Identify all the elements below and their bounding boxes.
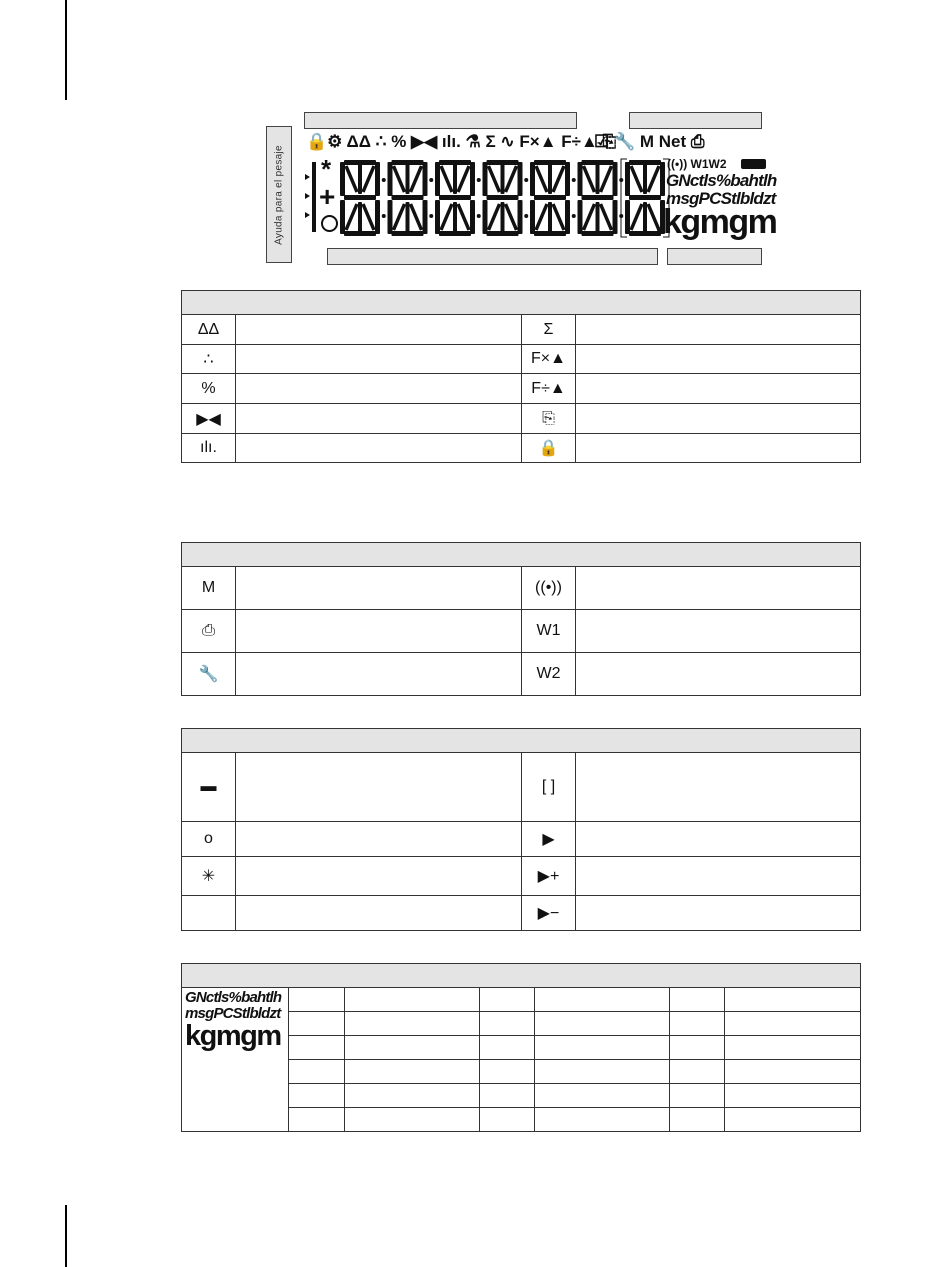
description-cell (236, 653, 522, 696)
factor-divide-icon: F÷▲ (522, 374, 576, 404)
circle-icon: o (182, 822, 236, 857)
top-margin-line (65, 0, 67, 100)
unit-cell (289, 1084, 345, 1108)
unit-cell (725, 1084, 861, 1108)
unit-cell (725, 1108, 861, 1132)
table-header (182, 543, 861, 567)
lcd-separator-dot (477, 214, 481, 218)
unit-cell (535, 1108, 670, 1132)
units-line-2: msgPCStlbldzt (185, 1004, 281, 1022)
table-header (182, 729, 861, 753)
unit-cell (670, 1060, 725, 1084)
description-cell (236, 753, 522, 822)
table-row (182, 374, 861, 404)
unit-cell (345, 988, 480, 1012)
lcd-separator-dot (572, 178, 576, 182)
application-icons-row: 🔒⚙ ΔΔ ∴ % ▶◀ ılı. ⚗ Σ ∿ F×▲ F÷▲ ⎘ (306, 132, 617, 151)
statistics-icon: ılı. (182, 434, 236, 463)
unit-cell (480, 1084, 535, 1108)
table-row (182, 988, 861, 1012)
battery-icon (741, 159, 766, 169)
description-cell (236, 434, 522, 463)
description-cell (236, 857, 522, 896)
segment-display (340, 158, 670, 238)
table-row (182, 653, 861, 696)
description-cell (576, 857, 861, 896)
units-line-1: GNctls%bahtlh (666, 171, 777, 190)
bracket-icon: [ ] (522, 753, 576, 822)
description-cell (576, 374, 861, 404)
unit-cell (345, 1060, 480, 1084)
unit-cell (289, 1036, 345, 1060)
lcd-digit (435, 160, 475, 236)
empty-icon (182, 896, 236, 931)
bottom-label-bar-left (327, 248, 658, 265)
unit-cell (480, 988, 535, 1012)
lcd-separator-dot (524, 214, 528, 218)
table-weighing-assist (181, 728, 861, 931)
unit-cell (345, 1012, 480, 1036)
lcd-separator-dot (429, 178, 433, 182)
unit-cell (480, 1108, 535, 1132)
unit-cell (289, 1012, 345, 1036)
description-cell (236, 896, 522, 931)
table-status-icons (181, 542, 861, 696)
lcd-separator-dot (382, 214, 386, 218)
units-line-1: GNctls%bahtlh (185, 989, 282, 1006)
unit-cell (289, 988, 345, 1012)
unit-cell (535, 1036, 670, 1060)
unit-cell (480, 1060, 535, 1084)
table-row (182, 345, 861, 374)
status-icons-row: ☑ 🔧 M Net ⎙ (594, 132, 705, 151)
lcd-separator-dot (572, 214, 576, 218)
lcd-digit (388, 160, 428, 236)
hold-icon: ⎘ (522, 404, 576, 434)
balance-icon: ΔΔ (182, 315, 236, 345)
units-line-3: kgmgm (185, 1019, 281, 1052)
description-cell (236, 374, 522, 404)
weighing-assist-bar (305, 160, 319, 234)
unit-cell (535, 1084, 670, 1108)
description-cell (236, 567, 522, 610)
lock-icon: 🔒 (522, 434, 576, 463)
unit-cell (725, 1012, 861, 1036)
table-header (182, 291, 861, 315)
wrench-icon: 🔧 (182, 653, 236, 696)
unit-cell (725, 988, 861, 1012)
unit-cell (670, 1084, 725, 1108)
lcd-separator-dot (477, 178, 481, 182)
description-cell (576, 653, 861, 696)
lcd-separator-dot (524, 178, 528, 182)
description-cell (236, 822, 522, 857)
units-line-3: .kgmgm (655, 203, 777, 241)
description-cell (576, 345, 861, 374)
description-cell (236, 404, 522, 434)
unit-cell (670, 1108, 725, 1132)
description-cell (576, 896, 861, 931)
sigma-icon: Σ (522, 315, 576, 345)
description-cell (236, 315, 522, 345)
description-cell (576, 822, 861, 857)
weight-adjust-icon: ⎙ (182, 610, 236, 653)
table-row (182, 822, 861, 857)
table-row (182, 896, 861, 931)
unit-cell (535, 988, 670, 1012)
unit-cell (289, 1108, 345, 1132)
circle-icon (321, 215, 338, 232)
description-cell (576, 610, 861, 653)
arrow-minus-icon: ▶− (522, 896, 576, 931)
table-row (182, 753, 861, 822)
description-cell (236, 610, 522, 653)
table-row (182, 434, 861, 463)
table-units (181, 963, 861, 1132)
piece-count-icon: ∴ (182, 345, 236, 374)
unit-cell (725, 1060, 861, 1084)
arrow-plus-icon: ▶+ (522, 857, 576, 896)
description-cell (576, 404, 861, 434)
units-symbol-cell (182, 988, 289, 1132)
table-row (182, 857, 861, 896)
lcd-digit (483, 160, 523, 236)
lcd-digit (530, 160, 570, 236)
bottom-label-bar-right (667, 248, 762, 265)
unit-cell (670, 1036, 725, 1060)
asterisk-icon: ✳ (182, 857, 236, 896)
description-cell (576, 753, 861, 822)
lcd-digit (578, 160, 618, 236)
table-row (182, 610, 861, 653)
description-cell (576, 315, 861, 345)
lcd-digit (340, 160, 380, 236)
table-row (182, 404, 861, 434)
w1-icon: W1 (522, 610, 576, 653)
plus-icon: + (319, 181, 336, 212)
lcd-separator-dot (382, 178, 386, 182)
unit-cell (345, 1084, 480, 1108)
lcd-separator-dot (429, 214, 433, 218)
unit-cell (670, 1012, 725, 1036)
bottom-margin-line (65, 1205, 67, 1267)
memory-icon: M (182, 567, 236, 610)
unit-cell (725, 1036, 861, 1060)
arrow-right-icon: ▶ (522, 822, 576, 857)
percent-icon: % (182, 374, 236, 404)
unit-cell (535, 1060, 670, 1084)
description-cell (576, 567, 861, 610)
description-cell (576, 434, 861, 463)
factor-multiply-icon: F×▲ (522, 345, 576, 374)
table-application-icons (181, 290, 861, 463)
unit-cell (670, 988, 725, 1012)
wireless-icon: ((•)) (522, 567, 576, 610)
table-row (182, 567, 861, 610)
unit-cell (480, 1036, 535, 1060)
units-line-2: msgPCStlbldzt (666, 189, 776, 208)
minus-bar-icon: ▬ (182, 753, 236, 822)
asterisk-icon: * (321, 154, 332, 184)
unit-cell (480, 1012, 535, 1036)
unit-cell (289, 1060, 345, 1084)
status-row: ((•)) W1W2 (667, 157, 727, 171)
check-weighing-icon: ▶◀ (182, 404, 236, 434)
w2-icon: W2 (522, 653, 576, 696)
table-header (182, 964, 861, 988)
top-label-bar-left (304, 112, 577, 129)
weighing-assist-label: Ayuda para el pesaje (266, 126, 292, 263)
unit-cell (345, 1108, 480, 1132)
table-row (182, 315, 861, 345)
description-cell (236, 345, 522, 374)
unit-cell (345, 1036, 480, 1060)
unit-cell (535, 1012, 670, 1036)
top-label-bar-right (629, 112, 762, 129)
